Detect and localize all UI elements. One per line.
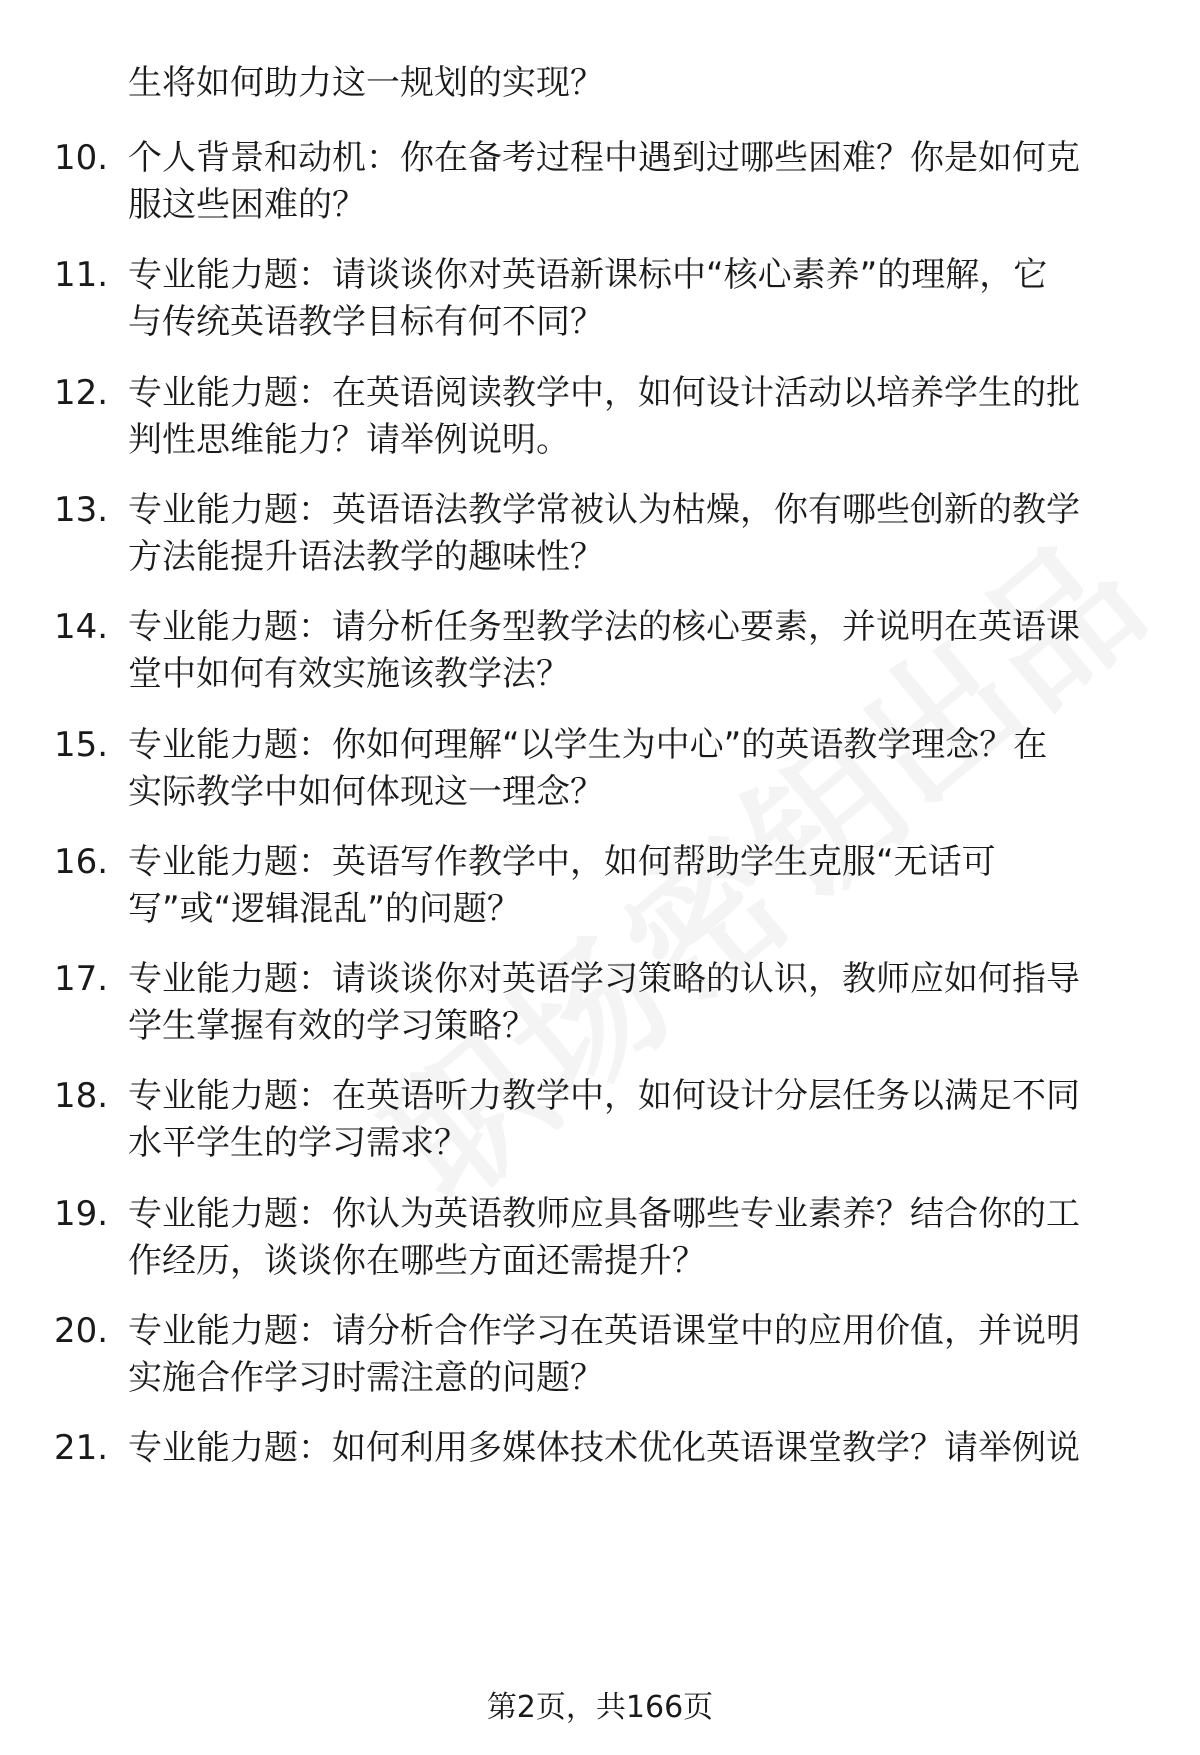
question-text-line: 堂中如何有效实施该教学法？ <box>128 654 570 695</box>
question-text-line: 专业能力题：英语写作教学中，如何帮助学生克服“无话可 <box>128 841 996 882</box>
question-text-line: 专业能力题：请谈谈你对英语新课标中“核心素养”的理解，它 <box>128 255 1048 296</box>
question-text-line: 专业能力题：请分析合作学习在英语课堂中的应用价值，并说明 <box>128 1311 1080 1351</box>
question-text-line: 写”或“逻辑混乱”的问题？ <box>128 888 521 929</box>
question-text-line: 水平学生的学习需求？ <box>128 1123 468 1164</box>
question-number: 15. <box>54 724 109 765</box>
question-number: 13. <box>54 489 109 530</box>
question-text-line: 专业能力题：在英语阅读教学中，如何设计活动以培养学生的批 <box>128 372 1080 413</box>
question-text-line: 实际教学中如何体现这一理念？ <box>128 771 604 812</box>
question-text-line: 与传统英语教学目标有何不同？ <box>128 302 604 343</box>
question-number: 11. <box>54 255 109 296</box>
question-text-line: 专业能力题：如何利用多媒体技术优化英语课堂教学？请举例说 <box>128 1428 1080 1469</box>
question-text-line: 方法能提升语法教学的趣味性？ <box>128 536 604 577</box>
question-text-line: 专业能力题：你认为英语教师应具备哪些专业素养？结合你的工 <box>128 1193 1080 1234</box>
question-text-line: 专业能力题：你如何理解“以学生为中心”的英语教学理念？在 <box>128 724 1048 765</box>
question-number: 20. <box>54 1311 109 1351</box>
question-number: 19. <box>54 1193 109 1234</box>
question-text-line: 专业能力题：在英语听力教学中，如何设计分层任务以满足不同 <box>128 1076 1080 1117</box>
question-number: 12. <box>54 372 109 413</box>
page-footer: 第2页，共166页 <box>486 1690 714 1725</box>
question-number: 10. <box>54 138 109 178</box>
question-number: 14. <box>54 607 109 648</box>
question-number: 18. <box>54 1076 109 1117</box>
question-text-line: 专业能力题：请谈谈你对英语学习策略的认识，教师应如何指导 <box>128 959 1080 1000</box>
question-text-line: 判性思维能力？请举例说明。 <box>128 419 570 460</box>
question-text-line: 服这些困难的？ <box>128 185 366 225</box>
question-text-line: 学生掌握有效的学习策略？ <box>128 1006 536 1047</box>
continuation-line: 生将如何助力这一规划的实现？ <box>128 63 604 103</box>
question-text-line: 专业能力题：请分析任务型教学法的核心要素，并说明在英语课 <box>128 607 1080 648</box>
question-text-line: 作经历，谈谈你在哪些方面还需提升？ <box>128 1240 706 1281</box>
question-text-line: 专业能力题：英语语法教学常被认为枯燥，你有哪些创新的教学 <box>128 489 1080 530</box>
question-number: 17. <box>54 959 109 1000</box>
question-number: 21. <box>54 1428 109 1469</box>
question-text-line: 实施合作学习时需注意的问题？ <box>128 1358 604 1398</box>
question-number: 16. <box>54 841 109 882</box>
question-text-line: 个人背景和动机：你在备考过程中遇到过哪些困难？你是如何克 <box>128 138 1080 178</box>
